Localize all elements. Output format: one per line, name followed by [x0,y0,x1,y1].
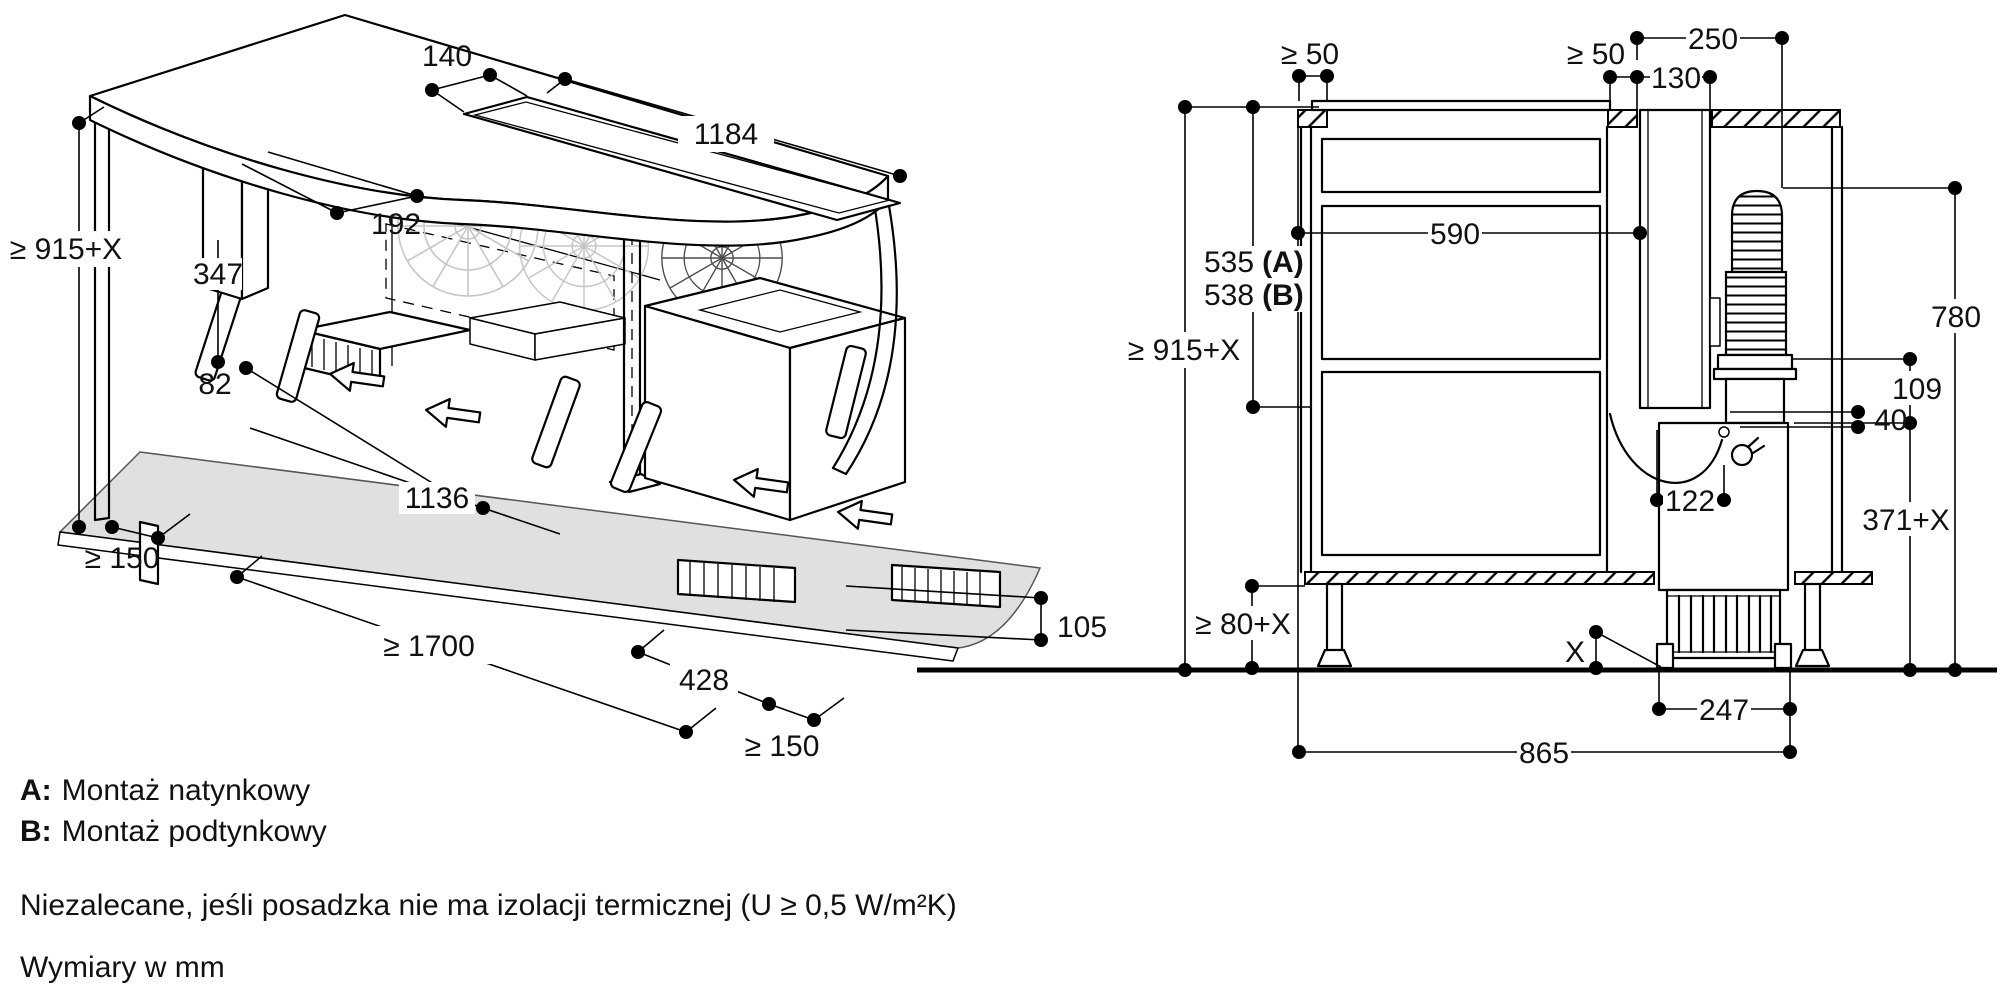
dim-label-247: 247 [1698,694,1750,727]
cabinet-right-wall [1832,127,1842,572]
vent-top-flange [1312,101,1610,110]
floor-duct-plain [470,302,625,360]
note-mounting-a: A: Montaż natynkowy [20,774,311,807]
left-diagram [8,15,1107,763]
right-diagram [917,23,1997,770]
dim-label-140: 140 [421,40,473,73]
drawer-3 [1322,372,1600,555]
countertop-section-left [1298,110,1327,127]
dim-label-150-front: ≥ 150 [744,730,820,763]
dim-label-geq50-left: ≥ 50 [1280,38,1340,71]
cabinet-left-wall [1301,127,1311,572]
blower-grille [1667,590,1780,658]
airflow-arrow-icon [424,396,481,431]
cabinet-bottom-panel-right [1795,572,1872,584]
countertop-section-right [1712,110,1840,127]
dim-label-105: 105 [1057,611,1108,644]
blower-foot [1775,644,1791,668]
duct-segment [531,375,581,468]
dim-label-40: 40 [1874,404,1908,437]
airflow-arrow-icon [836,498,893,533]
dim-label-109: 109 [1891,373,1943,406]
cabinet-bottom-panel [1305,572,1654,584]
dim-label-347: 347 [192,258,244,291]
dim-front-clearance [745,698,844,763]
dim-label-130: 130 [1650,62,1702,95]
dim-label-82: 82 [198,368,232,401]
dim-label-371x: 371+X [1862,504,1950,537]
dim-label-535a: 535 (A) [1204,246,1304,279]
dim-overlap-left [1281,38,1339,101]
dim-connector-height [1792,352,1946,430]
dim-label-590: 590 [1429,218,1481,251]
dim-label-780: 780 [1930,301,1982,334]
dim-label-x: X [1564,636,1586,669]
dim-label-538b: 538 (B) [1204,279,1304,312]
dim-label-915x: ≥ 915+X [9,233,123,266]
dim-plinth-min-height [1192,579,1305,675]
note-mounting-b: B: Montaż podtynkowy [20,815,327,848]
note-units: Wymiary w mm [20,951,225,984]
drawer-1 [1322,139,1600,192]
floor-duct-slatted [300,312,470,386]
dim-label-1700: ≥ 1700 [383,630,475,663]
dim-label-1136: 1136 [404,482,470,515]
dim-label-192: 192 [370,208,422,241]
cabinet-leg-left [1318,584,1351,666]
dim-label-250: 250 [1687,23,1739,56]
dim-label-geq80x: ≥ 80+X [1195,608,1291,641]
dim-label-122: 122 [1664,485,1716,518]
dim-worktop-height-right [1124,100,1319,677]
downdraft-chimney [1640,110,1720,408]
dim-label-150-left: ≥ 150 [84,542,160,575]
dim-label-428: 428 [678,664,730,697]
dim-label-915x-right: ≥ 915+X [1127,334,1241,367]
corrugated-hose [1726,191,1786,355]
dim-blower-width [1652,672,1797,752]
dim-label-geq50-right: ≥ 50 [1566,38,1626,71]
dim-label-1184: 1184 [693,118,759,151]
dim-label-865: 865 [1518,737,1570,770]
blower-foot [1657,644,1673,668]
cabinet-leg-right [1796,584,1829,666]
dim-cabinet-depth [1292,737,1797,770]
countertop-section-mid [1608,110,1637,127]
dim-blower-height [1858,427,1954,677]
dim-recess-depth [631,630,776,711]
plinth-grille-front [678,560,795,602]
blower-unit [1657,423,1791,668]
plinth-grille-end [892,565,1000,607]
notes-block [20,774,957,984]
note-disclaimer: Niezalecane, jeśli posadzka nie ma izolacji termicznej (U ≥ 0,5 W/m²K) [20,889,957,922]
